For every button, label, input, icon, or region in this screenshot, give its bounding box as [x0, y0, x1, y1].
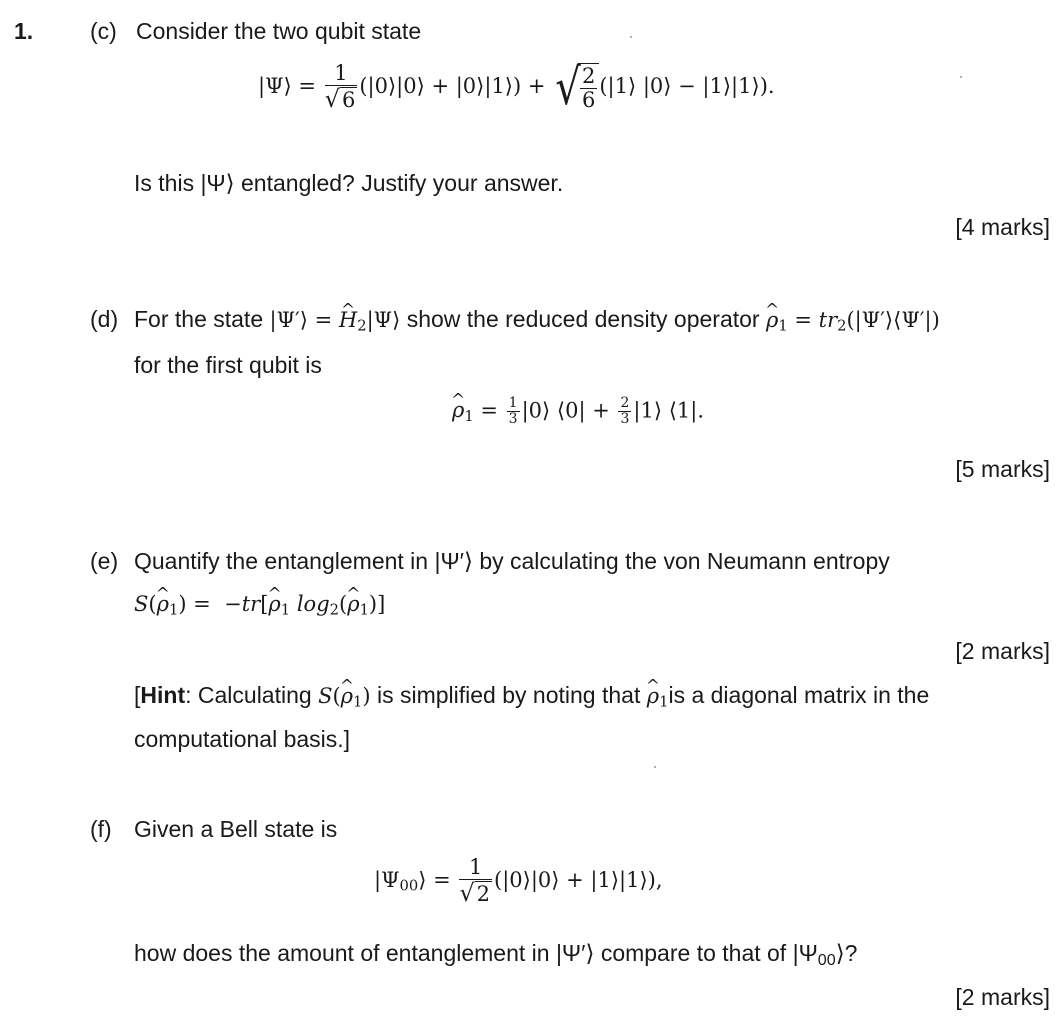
question-number: 1. [14, 18, 34, 44]
part-f-marks: [2 marks] [955, 984, 1050, 1010]
part-f-intro: Given a Bell state is [134, 816, 338, 842]
hint-label: Hint [140, 682, 186, 708]
hint-text-b: is simplified by noting that [376, 682, 641, 708]
part-e-marks: [2 marks] [955, 638, 1050, 664]
part-c-question: Is this |Ψ⟩ entangled? Justify your answer. [134, 170, 564, 196]
part-d-line2: for the first qubit is [134, 352, 322, 378]
part-d-label: (d) [90, 306, 119, 332]
rho1-trace-definition: ^ $\rho_1$ = $tr_2(|\Psi'⟩⟨\Psi'|)$ [766, 308, 940, 332]
psi-prime-definition: |Ψ′⟩ = ^ $H_2|\Psi⟩$ [270, 308, 401, 332]
part-c-marks: [4 marks] [955, 214, 1050, 240]
scan-speck [630, 36, 632, 38]
hint-text-c: is a diagonal matrix in the [668, 682, 930, 708]
scan-speck [960, 76, 962, 78]
bell-state-equation: $|\Psi_{00}⟩$ = $\frac{1}{√2}$ (|0⟩|0⟩ + |1⟩|1⟩), [374, 855, 663, 908]
hint-rho-symbol: ^ $\rho_1$ [647, 684, 669, 708]
rho1-equation: ^ $\rho_1$ = $\frac{1}{3}$ |0⟩ ⟨0| + $\frac{2}{3}$ |1⟩ ⟨1|. [452, 396, 704, 428]
part-e-text: Quantify the entanglement in |Ψ′⟩ by calculating the von Neumann entropy [134, 548, 890, 574]
part-e-hint-line1: [Hint: Calculating S(^ $\rho_1$) is simplified by noting that ^ $\rho_1is$ a diagonal matrix in the [134, 682, 929, 711]
part-d-text-mid: show the reduced density operator [406, 306, 760, 332]
hint-text-a: : Calculating [185, 682, 312, 708]
part-d-line1 [134, 306, 940, 335]
part-c-label: (c) [90, 18, 117, 44]
part-e-hint-line2: computational basis.] [134, 726, 351, 752]
psi-state-equation: |Ψ⟩ = $\frac{1}{√6}$ (|0⟩|0⟩ + |0⟩|1⟩) + √ $\frac{2}{6}$ (|1⟩ |0⟩ − |1⟩|1⟩). [258, 58, 775, 117]
part-f-label: (f) [90, 816, 112, 842]
part-d-marks: [5 marks] [955, 456, 1050, 482]
part-e-label: (e) [90, 548, 119, 574]
part-c-intro: Consider the two qubit state [136, 18, 422, 44]
scan-speck [654, 766, 656, 768]
part-f-question: how does the amount of entanglement in |Ψ′⟩ compare to that of $|\Psi_{00}⟩$? [134, 940, 858, 970]
hint-entropy-symbol: S(^ $\rho_1$) [318, 684, 371, 708]
von-neumann-entropy-equation: S(^ $\rho_1$) = −tr[^ $\rho_1$ $\log_2(\^{}$ $\rho_1$)] [134, 592, 385, 619]
part-d-text-start: For the state [134, 306, 264, 332]
